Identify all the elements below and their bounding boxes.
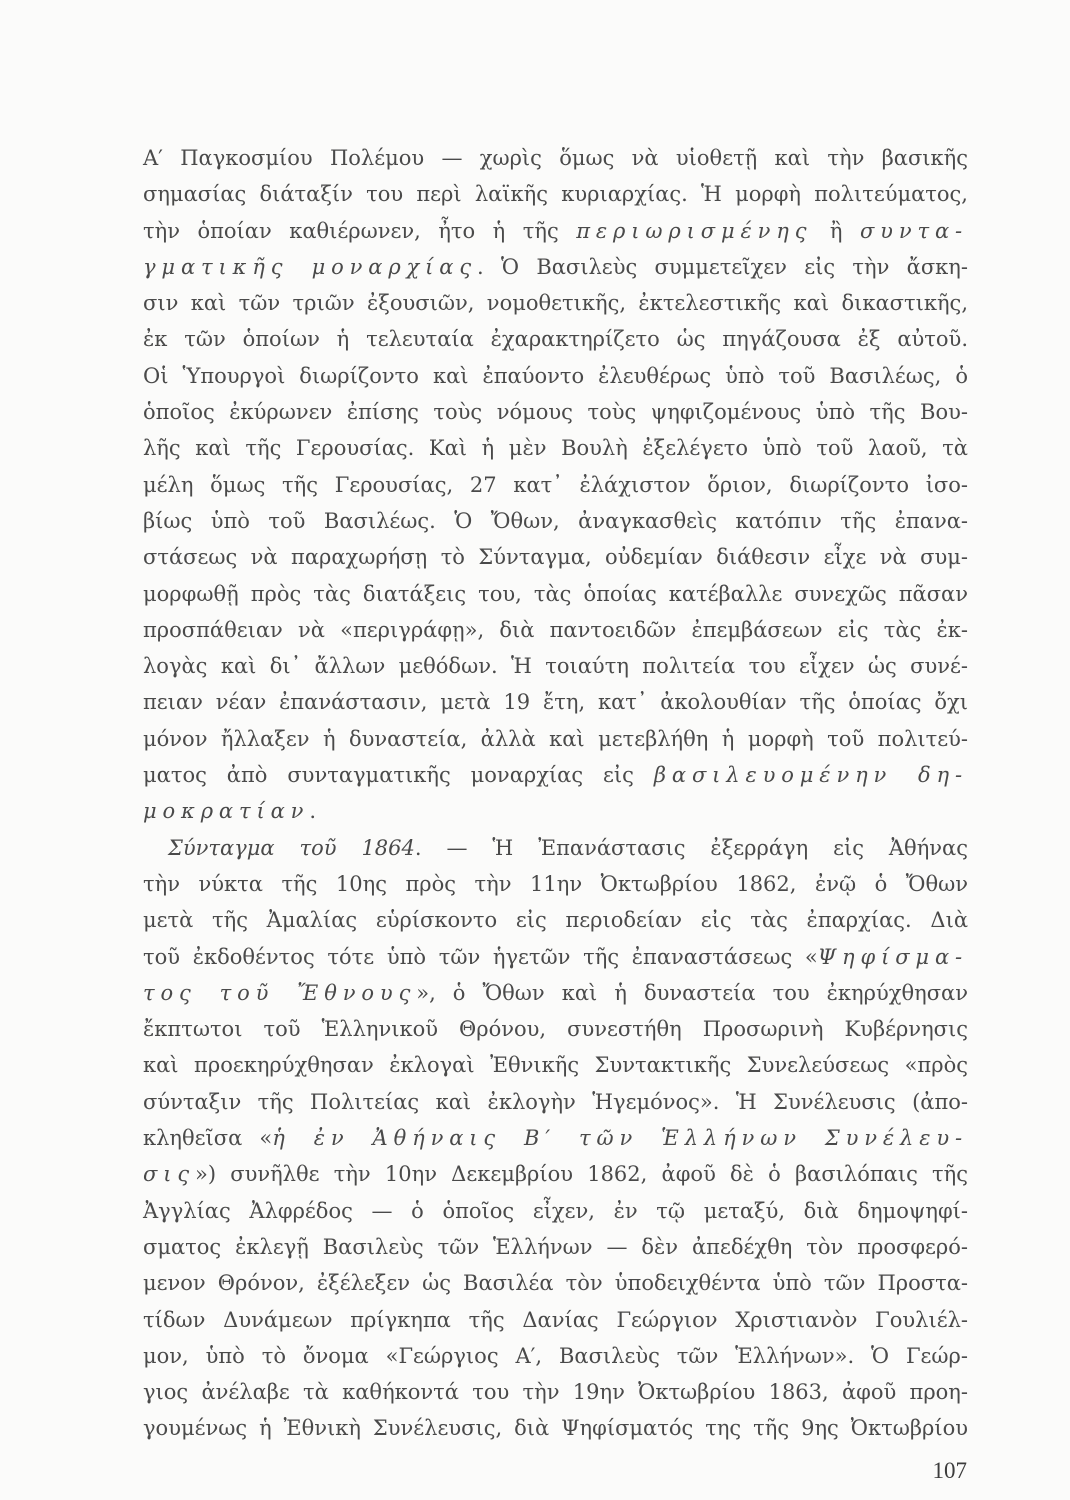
- text-line: [143, 975, 968, 1011]
- text-segment: τίδων Δυνάμεων πρίγκηπα τῆς Δανίας Γεώργιον Χριστιανὸν Γουλιέλ-: [143, 1307, 968, 1332]
- text-line: [143, 1374, 968, 1410]
- text-segment: τὴν ὁποίαν καθιέρωνεν, ἦτο ἡ τῆς: [143, 218, 577, 243]
- emphasized-text: γματικῆς μοναρχίας: [143, 254, 477, 279]
- text-segment: . Ὁ Βασιλεὺς συμμετεῖχεν εἰς τὴν ἄσκη-: [476, 254, 968, 279]
- emphasized-text: τος τοῦ Ἔθνους: [143, 980, 417, 1005]
- text-segment: μενον Θρόνον, ἐξέλεξεν ὡς Βασιλέα τὸν ὑποδειχθέντα ὑπὸ τῶν Προστα-: [143, 1271, 968, 1296]
- text-segment: μορφωθῇ πρὸς τὰς διατάξεις του, τὰς ὁποίας κατέβαλλε συνεχῶς πᾶσαν: [143, 581, 968, 606]
- text-segment: μέλη ὅμως τῆς Γερουσίας, 27 κατ᾽ ἐλάχιστον ὅριον, διωρίζοντο ἰσο-: [143, 472, 968, 497]
- text-segment: στάσεως νὰ παραχωρήσῃ τὸ Σύνταγμα, οὐδεμίαν διάθεσιν εἶχε νὰ συμ-: [143, 545, 968, 570]
- text-line: [143, 1338, 968, 1374]
- text-segment: Α′ Παγκοσμίου Πολέμου — χωρὶς ὅμως νὰ υἱοθετῇ καὶ τὴν βασικῆς: [143, 146, 968, 170]
- text-segment: τὴν νύκτα τῆς 10ης πρὸς τὴν 11ην Ὀκτωβρίου 1862, ἐνῷ ὁ Ὄθων: [143, 871, 968, 896]
- text-line: [143, 321, 968, 357]
- text-line: [143, 503, 968, 539]
- text-segment: λῆς καὶ τῆς Γερουσίας. Καὶ ἡ μὲν Βουλὴ ἐξελέγετο ὑπὸ τοῦ λαοῦ, τὰ: [143, 436, 968, 461]
- text-line: [143, 1229, 968, 1265]
- text-line: [143, 1011, 968, 1047]
- text-segment: . — Ἡ Ἐπανάστασις ἐξερράγη εἰς Ἀθήνας: [414, 835, 968, 860]
- text-segment: σύνταξιν τῆς Πολιτείας καὶ ἐκλογὴν Ἡγεμόνος». Ἡ Συνέλευσις (ἀπο-: [143, 1089, 968, 1114]
- text-line: [143, 866, 968, 902]
- text-line: [143, 902, 968, 938]
- text-segment: βίως ὑπὸ τοῦ Βασιλέως. Ὁ Ὄθων, ἀναγκασθεὶς κατόπιν τῆς ἐπανα-: [143, 508, 968, 533]
- text-line: [143, 612, 968, 648]
- text-segment: γουμένως ἡ Ἐθνικὴ Συνέλευσις, διὰ Ψηφίσματός της τῆς 9ης Ὀκτωβρίου: [143, 1416, 968, 1441]
- text-segment: τοῦ ἐκδοθέντος τότε ὑπὸ τῶν ἡγετῶν τῆς ἐπαναστάσεως «: [143, 944, 818, 969]
- section-title: Σύνταγμα τοῦ 1864: [168, 835, 415, 860]
- text-segment: σιν καὶ τῶν τριῶν ἐξουσιῶν, νομοθετικῆς, ἐκτελεστικῆς καὶ δικαστικῆς,: [143, 291, 968, 316]
- text-segment: ματος ἀπὸ συνταγματικῆς μοναρχίας εἰς: [143, 763, 654, 788]
- text-line: [143, 1084, 968, 1120]
- text-segment: ὁποῖος ἐκύρωνεν ἐπίσης τοὺς νόμους τοὺς ψηφιζομένους ὑπὸ τῆς Βου-: [143, 400, 968, 425]
- text-segment: ἔκπτωτοι τοῦ Ἑλληνικοῦ Θρόνου, συνεστήθη Προσωρινὴ Κυβέρνησις: [143, 1017, 968, 1042]
- text-line: [143, 358, 968, 394]
- text-line: [143, 939, 968, 975]
- emphasized-text: σις: [143, 1162, 195, 1187]
- text-line: [143, 1410, 968, 1446]
- emphasized-text: Ψηφίσμα-: [817, 944, 968, 969]
- text-segment: μόνον ἤλλαξεν ἡ δυναστεία, ἀλλὰ καὶ μετεβλήθη ἡ μορφὴ τοῦ πολιτεύ-: [143, 726, 968, 751]
- text-segment: », ὁ Ὄθων καὶ ἡ δυναστεία του ἐκηρύχθησαν: [416, 980, 968, 1005]
- text-segment: ἢ: [812, 218, 860, 243]
- text-line: [143, 757, 968, 793]
- text-segment: μον, ὑπὸ τὸ ὄνομα «Γεώργιος Α′, Βασιλεὺς τῶν Ἑλλήνων». Ὁ Γεώρ-: [143, 1343, 968, 1368]
- text-segment: λογὰς καὶ δι᾽ ἄλλων μεθόδων. Ἡ τοιαύτη πολιτεία του εἶχεν ὡς συνέ-: [143, 654, 968, 679]
- text-segment: κληθεῖσα «: [143, 1126, 273, 1151]
- text-segment: Οἱ Ὑπουργοὶ διωρίζοντο καὶ ἐπαύοντο ἐλευθέρως ὑπὸ τοῦ Βασιλέως, ὁ: [143, 363, 968, 388]
- text-segment: καὶ προεκηρύχθησαν ἐκλογαὶ Ἐθνικῆς Συντακτικῆς Συνελεύσεως «πρὸς: [143, 1053, 968, 1078]
- text-line: [143, 1120, 968, 1156]
- text-line: [143, 394, 968, 430]
- text-line: [143, 430, 968, 466]
- text-line: [143, 648, 968, 684]
- text-segment: μετὰ τῆς Ἀμαλίας εὑρίσκοντο εἰς περιοδείαν εἰς τὰς ἐπαρχίας. Διὰ: [143, 908, 968, 933]
- text-line: [143, 1302, 968, 1338]
- text-line: [143, 684, 968, 720]
- section-heading-line: [143, 830, 968, 866]
- text-line: [143, 249, 968, 285]
- text-segment: γιος ἀνέλαβε τὰ καθήκοντά του τὴν 19ην Ὀκτωβρίου 1863, ἀφοῦ προη-: [143, 1380, 968, 1405]
- text-line: [143, 793, 968, 829]
- text-segment: προσπάθειαν νὰ «περιγράφῃ», διὰ παντοειδῶν ἐπεμβάσεων εἰς τὰς ἐκ-: [143, 617, 968, 642]
- text-segment: .: [309, 799, 316, 824]
- text-segment: πειαν νέαν ἐπανάστασιν, μετὰ 19 ἔτη, κατ᾽ ἀκολουθίαν τῆς ὁποίας ὄχι: [143, 690, 968, 715]
- text-segment: Ἀγγλίας Ἀλφρέδος — ὁ ὁποῖος εἶχεν, ἐν τῷ μεταξύ, διὰ δημοψηφί-: [143, 1198, 968, 1223]
- text-segment: σημασίας διάταξίν του περὶ λαϊκῆς κυριαρχίας. Ἡ μορφὴ πολιτεύματος,: [143, 182, 968, 207]
- text-line: [143, 721, 968, 757]
- page-number: 107: [932, 1458, 967, 1483]
- emphasized-text: περιωρισμένης: [576, 218, 813, 243]
- text-line: [143, 1156, 968, 1192]
- text-segment: σματος ἐκλεγῇ Βασιλεὺς τῶν Ἑλλήνων — δὲν ἀπεδέχθη τὸν προσφερό-: [143, 1234, 968, 1259]
- emphasized-text: ἡ ἐν Ἀθήναις Β′ τῶν Ἑλλήνων Συνέλευ-: [272, 1126, 968, 1151]
- text-line: [143, 576, 968, 612]
- text-line: [143, 539, 968, 575]
- emphasized-text: βασιλευομένην δη-: [653, 763, 968, 788]
- text-segment: ») συνῆλθε τὴν 10ην Δεκεμβρίου 1862, ἀφοῦ δὲ ὁ βασιλόπαις τῆς: [194, 1162, 968, 1187]
- text-line: [143, 285, 968, 321]
- text-line: [143, 1047, 968, 1083]
- text-segment: ἐκ τῶν ὁποίων ἡ τελευταία ἐχαρακτηρίζετο ὡς πηγάζουσα ἐξ αὐτοῦ.: [143, 327, 968, 352]
- text-line: [143, 467, 968, 503]
- text-line: [143, 213, 968, 249]
- emphasized-text: μοκρατίαν: [143, 799, 310, 824]
- text-line: [143, 1193, 968, 1229]
- text-line: [143, 1265, 968, 1301]
- page-body-text: [143, 140, 968, 1447]
- text-line: [143, 176, 968, 212]
- text-line: [143, 140, 968, 176]
- emphasized-text: συντα-: [859, 218, 968, 243]
